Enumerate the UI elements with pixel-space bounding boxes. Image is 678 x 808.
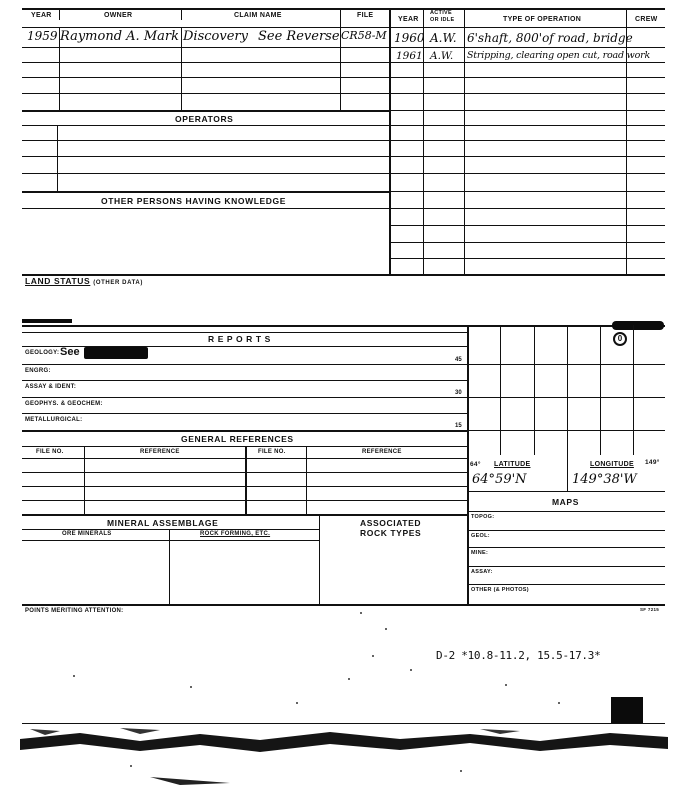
speck [385, 628, 387, 630]
row-rule [22, 93, 389, 94]
speck [558, 702, 560, 704]
grid-line [567, 325, 568, 455]
land-status-heading [25, 276, 143, 286]
ops-row-rule [389, 156, 665, 157]
geology-value: See [60, 346, 80, 358]
latitude-label: LATITUDE [494, 461, 531, 468]
ops-row-rule [389, 225, 665, 226]
row-rule [22, 77, 389, 78]
speck [505, 684, 507, 686]
longitude-value: 149°38'W [572, 472, 637, 487]
owner-header: OWNER [104, 12, 133, 19]
row-rule [22, 397, 468, 398]
ops-row-rule [389, 173, 665, 174]
redaction-mark [22, 319, 72, 323]
speck [360, 612, 362, 614]
grid-line [468, 430, 665, 431]
assay-label: ASSAY & IDENT: [25, 384, 77, 390]
claim-row-name: Discovery [183, 29, 248, 44]
claim-row-file: CR58-M [341, 29, 387, 42]
row-rule [22, 413, 468, 414]
ops-col-line [626, 8, 627, 276]
grid-line [468, 397, 665, 398]
ref-header-file-1: FILE NO. [36, 449, 64, 455]
row-rule [22, 62, 389, 63]
mineral-rule [22, 514, 468, 516]
maps-assay: ASSAY: [471, 569, 493, 575]
operators-heading: OPERATORS [175, 114, 234, 124]
maps-other: OTHER (& PHOTOS) [471, 587, 529, 593]
ops-row1-type: 6'shaft, 800'of road, bridge [467, 31, 633, 45]
sample-note: D-2 *10.8-11.2, 15.5-17.3* [436, 649, 601, 662]
associated-heading-1: ASSOCIATED [360, 518, 422, 528]
ops-row-rule [389, 208, 665, 209]
idle-header: OR IDLE [430, 17, 455, 23]
row-rule [22, 486, 468, 487]
ref-col-line [84, 446, 85, 514]
ops-row1-year: 1960 [394, 31, 425, 45]
ops-row-rule [389, 140, 665, 141]
row-rule [468, 491, 665, 492]
ops-col-line [423, 8, 424, 276]
center-divider [389, 8, 391, 276]
speck [348, 678, 350, 680]
claim-row-owner: Raymond A. Mark [60, 29, 179, 44]
assoc-col-line [319, 514, 320, 605]
ref-header-reference-1: REFERENCE [140, 449, 180, 455]
ref-col-line [306, 446, 307, 514]
claims-col-line [181, 27, 182, 110]
geology-label: GEOLOGY: [25, 350, 60, 356]
ops-row-rule [389, 110, 665, 111]
margin-number-15: 15 [455, 423, 462, 429]
row-rule [22, 208, 389, 209]
row-rule [22, 47, 389, 48]
ops-row-rule [389, 93, 665, 94]
latitude-value: 64°59'N [472, 472, 527, 487]
row-rule [468, 566, 665, 567]
ops-year-header: YEAR [398, 16, 419, 23]
scan-block [611, 697, 643, 723]
maps-mine: MINE: [471, 550, 489, 556]
file-header: FILE [357, 12, 374, 19]
rock-forming-header: ROCK FORMING, ETC. [200, 531, 271, 537]
grid-line [633, 325, 634, 455]
header-tick [181, 8, 182, 20]
scan-noise-band [0, 725, 678, 808]
longitude-label: LONGITUDE [590, 461, 634, 468]
land-status-label: LAND STATUS [25, 276, 91, 286]
other-persons-heading: OTHER PERSONS HAVING KNOWLEDGE [101, 196, 287, 206]
speck [460, 770, 462, 772]
grid-line [468, 364, 665, 365]
row-rule [22, 173, 389, 174]
speck [73, 675, 75, 677]
ops-row1-status: A.W. [430, 31, 457, 45]
ops-col-line [464, 8, 465, 276]
mineral-assemblage-heading: MINERAL ASSEMBLAGE [107, 518, 219, 528]
row-rule [22, 380, 468, 381]
header-tick [340, 8, 341, 28]
ref-col-line [245, 446, 247, 514]
claims-year-header: YEAR [31, 12, 52, 19]
grid-line [567, 455, 568, 491]
row-rule [22, 125, 389, 126]
mineral-col-line [169, 529, 170, 605]
land-status-sub: (OTHER DATA) [93, 280, 143, 286]
row-rule [468, 530, 665, 531]
gen-ref-rule [22, 430, 468, 432]
row-rule [468, 584, 665, 585]
scan-line [22, 723, 665, 724]
speck [190, 686, 192, 688]
claim-row-note: See Reverse [258, 29, 340, 44]
lat-margin-mark: 64° [470, 461, 481, 468]
row-rule [22, 140, 389, 141]
claim-name-header: CLAIM NAME [234, 12, 282, 19]
ore-minerals-header: ORE MINERALS [62, 531, 112, 537]
associated-heading-2: ROCK TYPES [360, 528, 422, 538]
lon-margin-mark: 149° [645, 459, 660, 466]
claim-row-year: 1959 [27, 29, 58, 43]
header-rule [22, 27, 665, 28]
margin-number-45: 45 [455, 357, 462, 363]
ops-row-rule [389, 191, 665, 192]
crew-header: CREW [635, 16, 658, 23]
ops-row2-year: 1961 [396, 50, 423, 62]
row-rule [22, 332, 468, 333]
type-of-operation-header: TYPE OF OPERATION [503, 16, 582, 23]
row-rule [22, 529, 319, 530]
grid-line [600, 325, 601, 455]
row-rule [468, 511, 665, 512]
maps-geol: GEOL: [471, 533, 490, 539]
redaction-mark [612, 321, 664, 330]
row-rule [22, 364, 468, 365]
geophys-label: GEOPHYS. & GEOCHEM: [25, 401, 103, 407]
speck [372, 655, 374, 657]
grid-line [500, 325, 501, 455]
general-references-heading: GENERAL REFERENCES [181, 434, 294, 444]
ops-row-rule [389, 77, 665, 78]
header-tick [59, 8, 60, 20]
engrg-label: ENGRG: [25, 368, 51, 374]
ops-row-rule [389, 62, 665, 63]
speck [130, 765, 132, 767]
redaction-mark [84, 347, 148, 359]
grid-mark: 0 [613, 332, 627, 346]
reports-heading: R E P O R T S [208, 334, 271, 344]
reports-top-border [22, 325, 665, 327]
ref-header-file-2: FILE NO. [258, 449, 286, 455]
speck [410, 669, 412, 671]
active-header: ACTIVE [430, 10, 452, 16]
metallurgical-label: METALLURGICAL: [25, 417, 83, 423]
ops-row-rule [389, 258, 665, 259]
reports-bottom-border [22, 604, 665, 606]
row-rule [22, 472, 468, 473]
ops-row2-type: Stripping, clearing open cut, road work [467, 50, 651, 61]
row-rule [22, 500, 468, 501]
ref-header-reference-2: REFERENCE [362, 449, 402, 455]
operators-rule [22, 110, 389, 112]
ops-row-rule [389, 242, 665, 243]
maps-heading: MAPS [552, 497, 579, 507]
row-rule [22, 540, 319, 541]
margin-number-30: 30 [455, 390, 462, 396]
operators-col-line [57, 125, 58, 191]
points-meriting-attention: POINTS MERITING ATTENTION: [25, 608, 124, 614]
ops-row-rule [389, 125, 665, 126]
row-rule [22, 156, 389, 157]
right-panel-divider [467, 325, 469, 605]
row-rule [468, 547, 665, 548]
speck [296, 702, 298, 704]
maps-topog: TOPOG: [471, 514, 495, 520]
form-code: SF 7215 [640, 607, 660, 612]
top-border [22, 8, 665, 10]
ops-row-rule [389, 47, 665, 48]
ops-row2-status: A.W. [430, 50, 454, 62]
grid-line [534, 325, 535, 455]
other-persons-rule [22, 191, 389, 193]
